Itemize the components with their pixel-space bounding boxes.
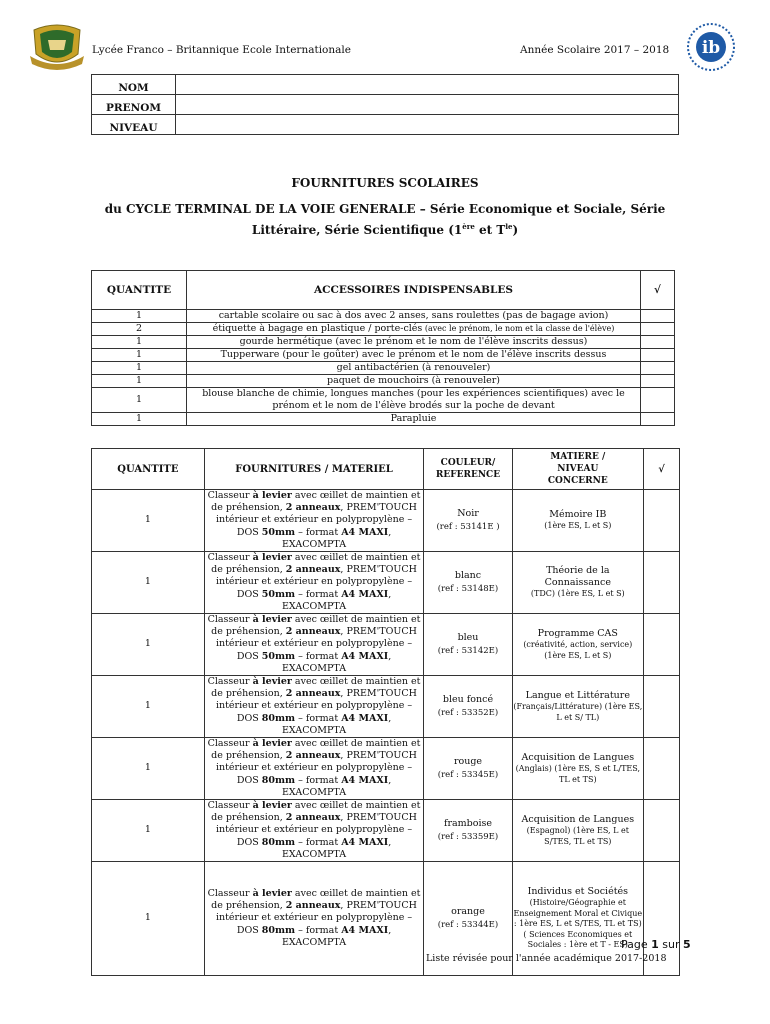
check-cell[interactable]	[641, 323, 675, 336]
sup-item-part: Classeur	[207, 888, 253, 900]
table-row	[92, 310, 675, 323]
acc-qty-cell: 1	[92, 413, 187, 426]
sup-subject-cell	[512, 676, 643, 738]
sup-item-part: A4 MAXI	[341, 526, 389, 538]
sup-item-part: 2 anneaux	[285, 502, 341, 514]
sup-subject-note: (TDC) (1ère ES, L et S)	[530, 589, 625, 599]
acc-item-cell	[187, 375, 641, 388]
table-row	[92, 375, 675, 388]
sup-item-cell	[204, 676, 424, 738]
acc-item-cell	[187, 362, 641, 375]
check-cell[interactable]	[643, 738, 679, 800]
sup-qty-cell: 1	[92, 490, 205, 552]
sup-item-part: Classeur	[207, 676, 253, 688]
niveau-field[interactable]	[176, 115, 679, 135]
sup-color-name: Noir	[457, 508, 479, 520]
acc-item-cell	[187, 323, 641, 336]
sup-item-part: A4 MAXI	[341, 712, 389, 724]
sup-header-check: √	[643, 449, 679, 490]
acc-item-text: gel antibactérien (à renouveler)	[336, 362, 491, 373]
sup-color-cell	[424, 490, 512, 552]
table-row	[92, 800, 680, 862]
check-cell[interactable]	[643, 552, 679, 614]
sup-color-cell	[424, 614, 512, 676]
sup-color-cell	[424, 800, 512, 862]
sup-item-part: – format	[295, 712, 342, 724]
sup-item-part: Classeur	[207, 552, 253, 564]
acc-header-item: ACCESSOIRES INDISPENSABLES	[187, 271, 641, 310]
sup-item-part: avec œillet de maintien et de préhension,	[211, 614, 421, 638]
sup-color-name: orange	[451, 906, 485, 918]
sup-item-part: 80mm	[261, 712, 296, 724]
sup-item-part: , EXACOMPTA	[281, 526, 392, 550]
check-cell[interactable]	[641, 388, 675, 413]
prenom-field[interactable]	[176, 95, 679, 115]
acc-item-text: cartable scolaire ou sac à dos avec 2 anses, sans roulettes (pas de bagage avion)	[218, 310, 609, 321]
sup-item-part: avec œillet de maintien et de préhension,	[211, 490, 421, 514]
sup-item-part: 2 anneaux	[285, 688, 341, 700]
sup-item-part: – format	[295, 588, 342, 600]
table-row	[92, 614, 680, 676]
sup-color-ref: (ref : 53352E)	[437, 707, 499, 718]
ib-logo	[686, 22, 736, 72]
acc-item-cell	[187, 388, 641, 413]
sup-item-part: à levier	[252, 614, 292, 626]
acc-qty-cell: 1	[92, 310, 187, 323]
table-row	[92, 349, 675, 362]
student-identity-table	[91, 74, 679, 135]
sup-color-cell	[424, 676, 512, 738]
sup-subject-cell	[512, 490, 643, 552]
sup-qty-cell: 1	[92, 738, 205, 800]
sup-subject-note: (Histoire/Géographie et Enseignement Moral et Civique : 1ère ES, L et S/TES, TL et TS) ( Sciences Economiques et Sociales : 1ère et T - ES)	[513, 898, 643, 950]
sup-item-part: , PREM'TOUCH intérieur et extérieur en polypropylène – DOS	[215, 688, 417, 724]
sup-item-part: 2 anneaux	[285, 750, 341, 762]
sup-item-part: à levier	[252, 552, 292, 564]
sup-color-name: bleu foncé	[442, 694, 494, 706]
sup-item-part: Classeur	[207, 490, 253, 501]
sup-item-part: à levier	[252, 676, 292, 688]
sup-item-part: , EXACOMPTA	[281, 650, 392, 674]
acc-qty-cell: 2	[92, 323, 187, 336]
sup-item-part: – format	[295, 924, 342, 936]
sup-subject-note: (Anglais) (1ère ES, S et L/TES, TL et TS)	[515, 764, 641, 784]
acc-header-qty: QUANTITE	[92, 271, 187, 310]
sup-item-part: 2 anneaux	[285, 564, 341, 576]
check-cell[interactable]	[641, 375, 675, 388]
sup-item-part: 80mm	[261, 774, 296, 786]
table-row	[92, 738, 680, 800]
sup-item-part: , EXACOMPTA	[281, 588, 392, 612]
sup-item-part: avec œillet de maintien et de préhension,	[211, 552, 421, 576]
sup-item-part: , PREM'TOUCH intérieur et extérieur en polypropylène – DOS	[215, 900, 417, 936]
sup-item-part: à levier	[252, 490, 292, 501]
check-cell[interactable]	[641, 362, 675, 375]
acc-qty-cell: 1	[92, 336, 187, 349]
sup-header-color: COULEUR/ REFERENCE	[424, 449, 512, 490]
sup-item-part: Classeur	[207, 800, 253, 812]
sup-item-part: Classeur	[207, 614, 253, 626]
sup-color-ref: (ref : 53148E)	[437, 583, 499, 594]
check-cell[interactable]	[641, 413, 675, 426]
sup-color-name: blanc	[454, 570, 482, 582]
sup-item-part: 2 anneaux	[285, 626, 341, 638]
sup-item-cell	[204, 614, 424, 676]
sup-color-ref: (ref : 53344E)	[437, 919, 499, 930]
sup-subject-cell	[512, 738, 643, 800]
acc-item-cell	[187, 349, 641, 362]
supplies-table	[91, 448, 680, 976]
page-title: FOURNITURES SCOLAIRES	[291, 176, 479, 190]
sup-item-part: – format	[295, 836, 342, 848]
table-row	[92, 388, 675, 413]
sup-item-part: , PREM'TOUCH intérieur et extérieur en polypropylène – DOS	[215, 626, 417, 662]
sup-item-part: Classeur	[207, 738, 253, 750]
sup-color-name: bleu	[457, 632, 479, 644]
acc-item-text: paquet de mouchoirs (à renouveler)	[326, 375, 500, 386]
sup-subject-name: Programme CAS	[537, 627, 618, 639]
sup-color-name: rouge	[453, 756, 483, 768]
niveau-label: NIVEAU	[92, 115, 176, 135]
sup-item-part: , EXACOMPTA	[281, 774, 392, 798]
sup-color-cell	[424, 738, 512, 800]
sup-item-cell	[204, 800, 424, 862]
sup-item-cell	[204, 490, 424, 552]
sup-subject-name: Acquisition de Langues	[521, 813, 635, 825]
sup-item-part: 50mm	[261, 588, 296, 600]
sup-item-part: , PREM'TOUCH intérieur et extérieur en polypropylène – DOS	[215, 812, 417, 848]
sup-item-part: 50mm	[261, 650, 296, 662]
sup-item-part: A4 MAXI	[341, 588, 389, 600]
sup-item-part: – format	[295, 774, 342, 786]
nom-field[interactable]	[176, 75, 679, 95]
sup-subject-cell	[512, 552, 643, 614]
check-cell[interactable]	[641, 336, 675, 349]
sup-item-part: , PREM'TOUCH intérieur et extérieur en polypropylène – DOS	[215, 502, 417, 538]
acc-qty-cell: 1	[92, 362, 187, 375]
sup-item-part: avec œillet de maintien et de préhension,	[211, 738, 421, 762]
sup-color-ref: (ref : 53141E )	[436, 521, 500, 532]
sup-color-name: framboise	[443, 818, 493, 830]
table-row	[92, 676, 680, 738]
table-row	[92, 362, 675, 375]
sup-qty-cell: 1	[92, 676, 205, 738]
sup-subject-note: (1ère ES, L et S)	[544, 521, 612, 531]
table-row	[92, 552, 680, 614]
check-cell[interactable]	[641, 349, 675, 362]
sup-subject-note: (Espagnol) (1ère ES, L et S/TES, TL et TS)	[526, 826, 629, 846]
sup-item-cell	[204, 738, 424, 800]
sup-item-part: avec œillet de maintien et de préhension,	[211, 800, 421, 824]
acc-item-note: (avec le prénom, le nom et la classe de l'élève)	[422, 324, 615, 333]
sup-subject-name: Théorie de la Connaissance	[544, 565, 611, 589]
school-name: Lycée Franco – Britannique Ecole Internationale	[92, 44, 351, 56]
acc-qty-cell: 1	[92, 388, 187, 413]
acc-item-text: étiquette à bagage en plastique / porte-clés	[212, 323, 423, 334]
sup-item-part: A4 MAXI	[341, 924, 389, 936]
sup-qty-cell: 1	[92, 614, 205, 676]
sup-header-subject: MATIERE / NIVEAU CONCERNE	[512, 449, 643, 490]
prenom-label: PRENOM	[92, 95, 176, 115]
acc-header-check: √	[641, 271, 675, 310]
sup-item-part: avec œillet de maintien et de préhension,	[211, 888, 421, 912]
table-row	[92, 490, 680, 552]
sup-item-part: – format	[295, 650, 342, 662]
sup-header-item: FOURNITURES / MATERIEL	[204, 449, 424, 490]
sup-item-part: A4 MAXI	[341, 650, 389, 662]
sup-item-part: 2 anneaux	[285, 812, 341, 824]
sup-item-part: 50mm	[261, 526, 296, 538]
acc-item-cell	[187, 336, 641, 349]
sup-color-ref: (ref : 53359E)	[437, 831, 499, 842]
sup-item-part: – format	[295, 526, 342, 538]
check-cell[interactable]	[643, 676, 679, 738]
sup-item-part: A4 MAXI	[341, 774, 389, 786]
sup-color-ref: (ref : 53345E)	[437, 769, 499, 780]
sup-item-part: , EXACOMPTA	[281, 836, 392, 860]
school-crest-logo	[28, 20, 86, 72]
acc-qty-cell: 1	[92, 375, 187, 388]
svg-text:ib: ib	[701, 38, 721, 58]
sup-item-cell	[204, 862, 424, 976]
table-row	[92, 323, 675, 336]
sup-subject-name: Mémoire IB	[549, 509, 607, 521]
acc-item-text: blouse blanche de chimie, longues manches (pour les expériences scientifiques) avec le prénom et le nom de l'élève brodés sur la poche de devant	[202, 388, 625, 411]
revision-note: Liste révisée pour l'année académique 2017-2018	[426, 953, 667, 964]
sup-subject-cell	[512, 800, 643, 862]
sup-item-part: , PREM'TOUCH intérieur et extérieur en polypropylène – DOS	[215, 564, 417, 600]
sup-item-part: 2 anneaux	[285, 900, 341, 912]
sup-item-part: 80mm	[261, 924, 296, 936]
check-cell[interactable]	[643, 614, 679, 676]
sup-subject-cell	[512, 614, 643, 676]
page-subtitle: du CYCLE TERMINAL DE LA VOIE GENERALE – Série Economique et Sociale, Série Littéraire, Série Scientifique (1ère et $T^{le}$)	[104, 202, 666, 237]
sup-color-ref: (ref : 53142E)	[437, 645, 499, 656]
sup-item-part: 80mm	[261, 836, 296, 848]
check-cell[interactable]	[643, 490, 679, 552]
nom-label: NOM	[92, 75, 176, 95]
check-cell[interactable]	[643, 800, 679, 862]
sup-subject-name: Langue et Littérature	[525, 689, 630, 701]
table-row	[92, 413, 675, 426]
sup-subject-name: Individus et Sociétés	[527, 886, 629, 898]
sup-header-qty: QUANTITE	[92, 449, 205, 490]
sup-item-part: à levier	[252, 888, 292, 900]
acc-qty-cell: 1	[92, 349, 187, 362]
acc-item-cell	[187, 413, 641, 426]
sup-qty-cell: 1	[92, 552, 205, 614]
accessories-table	[91, 270, 675, 426]
sup-qty-cell: 1	[92, 862, 205, 976]
sup-item-part: avec œillet de maintien et de préhension,	[211, 676, 421, 700]
sup-item-cell	[204, 552, 424, 614]
sup-qty-cell: 1	[92, 800, 205, 862]
sup-item-part: , EXACOMPTA	[281, 924, 392, 948]
sup-item-part: A4 MAXI	[341, 836, 389, 848]
school-year: Année Scolaire 2017 – 2018	[520, 44, 670, 56]
acc-item-text: Parapluie	[390, 413, 437, 424]
acc-item-text: Tupperware (pour le goûter) avec le prénom et le nom de l'élève inscrits dessus	[220, 349, 607, 360]
acc-item-cell	[187, 310, 641, 323]
sup-subject-note: (Français/Littérature) (1ère ES, L et S/ TL)	[513, 702, 643, 722]
sup-color-cell	[424, 552, 512, 614]
sup-item-part: , PREM'TOUCH intérieur et extérieur en polypropylène – DOS	[215, 750, 417, 786]
sup-item-part: , EXACOMPTA	[281, 712, 392, 736]
page-number: Page 1 sur 5	[621, 938, 691, 951]
table-row	[92, 336, 675, 349]
check-cell[interactable]	[641, 310, 675, 323]
sup-item-part: à levier	[252, 800, 292, 812]
sup-subject-name: Acquisition de Langues	[521, 751, 635, 763]
acc-item-text: gourde hermétique (avec le prénom et le nom de l'élève inscrits dessus)	[239, 336, 588, 347]
sup-item-part: à levier	[252, 738, 292, 750]
sup-subject-note: (créativité, action, service) (1ère ES, L et S)	[523, 640, 633, 660]
